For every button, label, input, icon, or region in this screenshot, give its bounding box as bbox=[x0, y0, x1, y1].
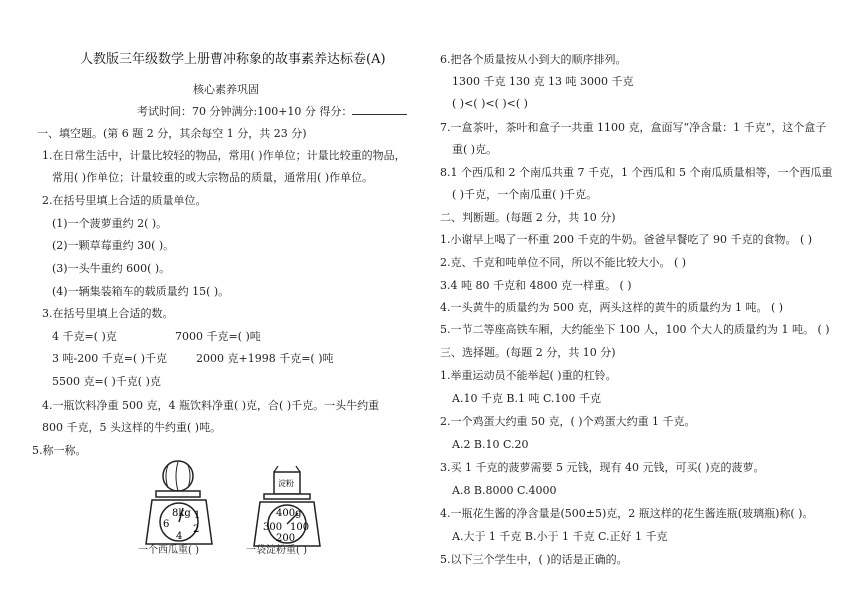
choice-3: 3.买 1 千克的菠萝需要 5 元钱，现有 40 元钱，可买( )克的菠萝。 bbox=[440, 461, 765, 474]
choice-2-options: A.2 B.10 C.20 bbox=[452, 438, 529, 451]
dial-label-4: 4 bbox=[176, 531, 183, 542]
choice-1: 1.举重运动员不能举起( )重的杠铃。 bbox=[440, 369, 617, 382]
dial-label-300: 300 bbox=[263, 522, 283, 533]
choice-2: 2.一个鸡蛋大约重 50 克，( )个鸡蛋大约重 1 千克。 bbox=[440, 415, 696, 428]
question-3-r1a: 4 千克=( )克 bbox=[52, 330, 117, 343]
question-2-2: (2)一颗草莓重约 30( )。 bbox=[52, 239, 175, 252]
watermelon-scale-figure bbox=[140, 460, 230, 548]
dial-label-400g: 400g bbox=[276, 508, 302, 519]
judge-4: 4.一头黄牛的质量约为 500 克，两头这样的黄牛的质量约为 1 吨。 ( ) bbox=[440, 301, 784, 314]
starch-scale-figure bbox=[252, 466, 332, 548]
choice-1-options: A.10 千克 B.1 吨 C.100 千克 bbox=[452, 392, 602, 405]
dial-label-100: 100 bbox=[290, 522, 310, 533]
question-1-line-b: 常用( )作单位；计量较重的或大宗物品的质量，通常用( )作单位。 bbox=[52, 171, 374, 184]
question-1-line-a: 1.在日常生活中，计量比较轻的物品，常用( )作单位；计量比较重的物品， bbox=[42, 149, 406, 162]
section-3-title: 三、选择题。(每题 2 分，共 10 分) bbox=[440, 346, 616, 359]
question-2-1: (1)一个菠萝重约 2( )。 bbox=[52, 217, 168, 230]
dial-label-2: 2 bbox=[193, 524, 200, 535]
question-4-line-a: 4.一瓶饮料净重 500 克，4 瓶饮料净重( )克，合( )千克。一头牛约重 bbox=[42, 399, 380, 412]
dial-label-6: 6 bbox=[163, 519, 170, 530]
choice-5: 5.以下三个学生中，( )的话是正确的。 bbox=[440, 553, 628, 566]
question-6-blanks: ( )<( )<( )<( ) bbox=[452, 97, 528, 110]
question-3-r2b: 2000 克+1998 千克=( )吨 bbox=[196, 352, 334, 365]
choice-3-options: A.8 B.8000 C.4000 bbox=[452, 484, 557, 497]
judge-2: 2.克、千克和吨单位不同，所以不能比较大小。 ( ) bbox=[440, 256, 687, 269]
question-2-3: (3)一头牛重约 600( )。 bbox=[52, 262, 171, 275]
question-7-line-b: 重( )克。 bbox=[452, 143, 498, 156]
dial-label-1: 1 bbox=[194, 510, 201, 521]
judge-1: 1.小谢早上喝了一杯重 200 千克的牛奶。爸爸早餐吃了 90 千克的食物。 ( ) bbox=[440, 233, 813, 246]
question-4-line-b: 800 千克，5 头这样的牛约重( )吨。 bbox=[42, 421, 222, 434]
scale-1-caption: 一个西瓜重( ) bbox=[138, 545, 199, 556]
question-2: 2.在括号里填上合适的质量单位。 bbox=[42, 194, 207, 207]
question-2-4: (4)一辆集装箱车的载质量约 15( )。 bbox=[52, 285, 230, 298]
section-2-title: 二、判断题。(每题 2 分，共 10 分) bbox=[440, 211, 616, 224]
exam-info bbox=[137, 104, 407, 120]
choice-4-options: A.大于 1 千克 B.小于 1 千克 C.正好 1 千克 bbox=[452, 530, 668, 543]
question-3: 3.在括号里填上合适的数。 bbox=[42, 307, 174, 320]
question-3-r2a: 3 吨-200 千克=( )千克 bbox=[52, 352, 168, 365]
question-8-line-b: ( )千克，一个南瓜重( )千克。 bbox=[452, 188, 598, 201]
page-title: 人教版三年级数学上册曹冲称象的故事素养达标卷(A) bbox=[80, 52, 386, 67]
page-subtitle: 核心素养巩固 bbox=[193, 83, 259, 96]
question-6: 6.把各个质量按从小到大的顺序排列。 bbox=[440, 53, 627, 66]
question-8-line-a: 8.1 个西瓜和 2 个南瓜共重 7 千克，1 个西瓜和 5 个南瓜质量相等，一个西瓜重 bbox=[440, 166, 833, 179]
section-1-title: 一、填空题。(第 6 题 2 分，其余每空 1 分，共 23 分) bbox=[37, 127, 307, 140]
starch-bag-label: 淀粉 bbox=[278, 479, 294, 488]
question-3-r3: 5500 克=( )千克( )克 bbox=[52, 375, 161, 388]
scale-2-caption: 一袋淀粉重( ) bbox=[246, 545, 307, 556]
question-6-items: 1300 千克 130 克 13 吨 3000 千克 bbox=[452, 75, 634, 88]
choice-4: 4.一瓶花生酱的净含量是(500±5)克，2 瓶这样的花生酱连瓶(玻璃瓶)称( )。 bbox=[440, 507, 814, 520]
judge-5: 5.一节二等座高铁车厢，大约能坐下 100 人，100 个大人的质量约为 1 吨。 ( ) bbox=[440, 323, 830, 336]
dial-label-8kg: 8kg bbox=[172, 508, 191, 519]
dial-label-200: 200 bbox=[276, 533, 296, 544]
exam-info-text: 考试时间：70 分钟满分:100+10 分 得分： bbox=[137, 105, 353, 118]
score-blank[interactable] bbox=[352, 104, 407, 115]
judge-3: 3.4 吨 80 千克和 4800 克一样重。 ( ) bbox=[440, 279, 632, 292]
question-3-r1b: 7000 千克=( )吨 bbox=[175, 330, 261, 343]
question-5: 5.称一称。 bbox=[32, 444, 87, 457]
question-7-line-a: 7.一盒茶叶，茶叶和盒子一共重 1100 克，盒面写“净含量：1 千克”，这个盒子 bbox=[440, 121, 827, 134]
